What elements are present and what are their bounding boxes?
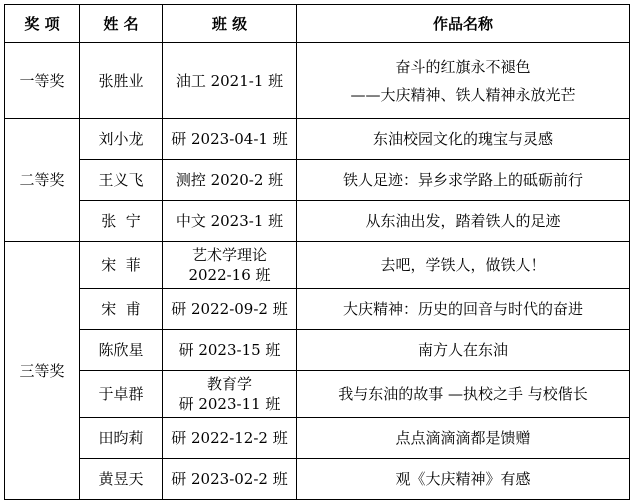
table-row xyxy=(5,242,630,289)
header-award: 奖 项 xyxy=(5,5,80,43)
work-cell: 铁人足迹：异乡求学路上的砥砺前行 xyxy=(297,160,630,201)
work-cell: 从东油出发，踏着铁人的足迹 xyxy=(297,201,630,242)
class-cell: 油工 2021-1 班 xyxy=(163,43,297,119)
table-row xyxy=(5,289,630,330)
name-cell: 王义飞 xyxy=(80,160,163,201)
table-row xyxy=(5,459,630,500)
name-cell: 刘小龙 xyxy=(80,119,163,160)
header-work: 作品名称 xyxy=(297,5,630,43)
name-cell: 陈欣星 xyxy=(80,330,163,371)
award-cell: 三等奖 xyxy=(5,242,80,500)
table-row xyxy=(5,418,630,459)
name-cell: 宋 菲 xyxy=(80,242,163,289)
work-cell: 南方人在东油 xyxy=(297,330,630,371)
work-cell: 观《大庆精神》有感 xyxy=(297,459,630,500)
award-cell: 一等奖 xyxy=(5,43,80,119)
award-cell: 二等奖 xyxy=(5,119,80,242)
class-cell: 研 2023-15 班 xyxy=(163,330,297,371)
name-cell: 田昀莉 xyxy=(80,418,163,459)
class-cell: 中文 2023-1 班 xyxy=(163,201,297,242)
name-cell: 黄昱天 xyxy=(80,459,163,500)
table-row xyxy=(5,330,630,371)
class-cell: 研 2022-12-2 班 xyxy=(163,418,297,459)
table-row xyxy=(5,201,630,242)
class-cell: 教育学 研 2023-11 班 xyxy=(163,371,297,418)
header-name: 姓 名 xyxy=(80,5,163,43)
work-cell: 东油校园文化的瑰宝与灵感 xyxy=(297,119,630,160)
class-cell: 研 2022-09-2 班 xyxy=(163,289,297,330)
table-row xyxy=(5,371,630,418)
name-cell: 张胜业 xyxy=(80,43,163,119)
work-cell: 点点滴滴滴都是馈赠 xyxy=(297,418,630,459)
work-cell: 我与东油的故事 —执校之手 与校偕长 xyxy=(297,371,630,418)
table-row xyxy=(5,160,630,201)
class-cell: 研 2023-04-1 班 xyxy=(163,119,297,160)
table-row xyxy=(5,119,630,160)
award-table xyxy=(4,4,630,500)
class-cell: 研 2023-02-2 班 xyxy=(163,459,297,500)
work-cell: 大庆精神：历史的回音与时代的奋进 xyxy=(297,289,630,330)
name-cell: 宋 甫 xyxy=(80,289,163,330)
name-cell: 张 宁 xyxy=(80,201,163,242)
table-header-row xyxy=(5,5,630,43)
class-cell: 艺术学理论 2022-16 班 xyxy=(163,242,297,289)
work-cell: 去吧，学铁人，做铁人！ xyxy=(297,242,630,289)
name-cell: 于卓群 xyxy=(80,371,163,418)
table-row xyxy=(5,43,630,119)
class-cell: 测控 2020-2 班 xyxy=(163,160,297,201)
work-cell: 奋斗的红旗永不褪色 ——大庆精神、铁人精神永放光芒 xyxy=(297,43,630,119)
header-class: 班 级 xyxy=(163,5,297,43)
